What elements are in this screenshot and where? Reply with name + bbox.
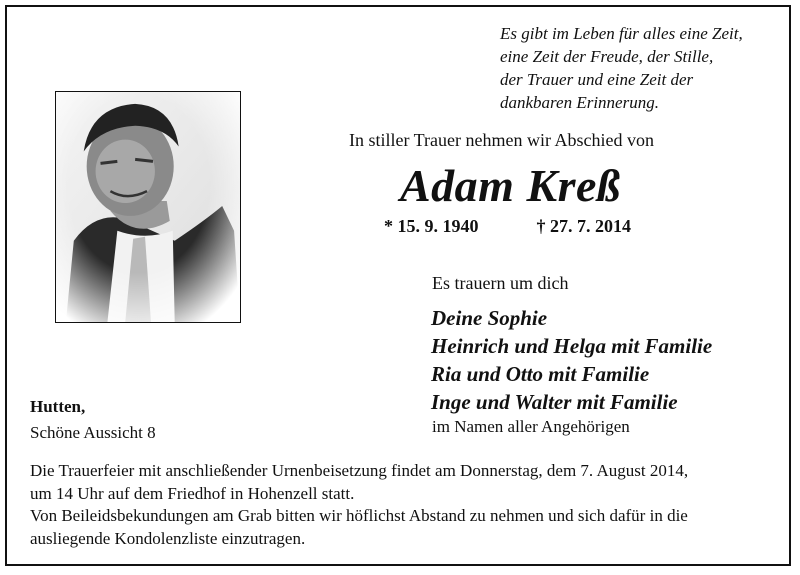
life-dates — [384, 216, 631, 237]
portrait-image — [56, 92, 240, 322]
death-date: † 27. 7. 2014 — [536, 216, 631, 236]
behalf-text: im Namen aller Angehörigen — [432, 417, 630, 436]
notice-line: um 14 Uhr auf dem Friedhof in Hohenzell statt. — [30, 483, 355, 503]
notice-line: Von Beileidsbekundungen am Grab bitten wir höflichst Abstand zu nehmen und sich dafür in die — [30, 506, 688, 525]
mourner-name: Heinrich und Helga mit Familie — [431, 334, 713, 358]
mourners-list — [431, 304, 712, 416]
mourner-name: Ria und Otto mit Familie — [431, 362, 650, 386]
address-street: Schöne Aussicht 8 — [30, 423, 156, 442]
deceased-name: Adam Kreß — [400, 160, 621, 211]
quote-line: eine Zeit der Freude, der Stille, — [500, 47, 714, 66]
notice-line: ausliegende Kondolenzliste einzutragen. — [30, 528, 306, 548]
portrait-photo — [55, 91, 241, 323]
mourners-heading: Es trauern um dich — [432, 273, 569, 293]
mourner-name: Deine Sophie — [431, 306, 548, 330]
memorial-quote — [500, 22, 790, 114]
notice-line: Die Trauerfeier mit anschließender Urnenbeisetzung findet am Donnerstag, dem 7. August 2014, — [30, 461, 689, 480]
mourner-name: Inge und Walter mit Familie — [431, 390, 678, 414]
quote-line: der Trauer und eine Zeit der — [500, 70, 694, 89]
funeral-notice — [30, 460, 688, 550]
address-city: Hutten, — [30, 397, 86, 416]
intro-text: In stiller Trauer nehmen wir Abschied von — [349, 130, 654, 150]
birth-date: * 15. 9. 1940 — [384, 216, 479, 236]
quote-line: dankbaren Erinnerung. — [500, 93, 659, 112]
quote-line: Es gibt im Leben für alles eine Zeit, — [500, 24, 743, 43]
